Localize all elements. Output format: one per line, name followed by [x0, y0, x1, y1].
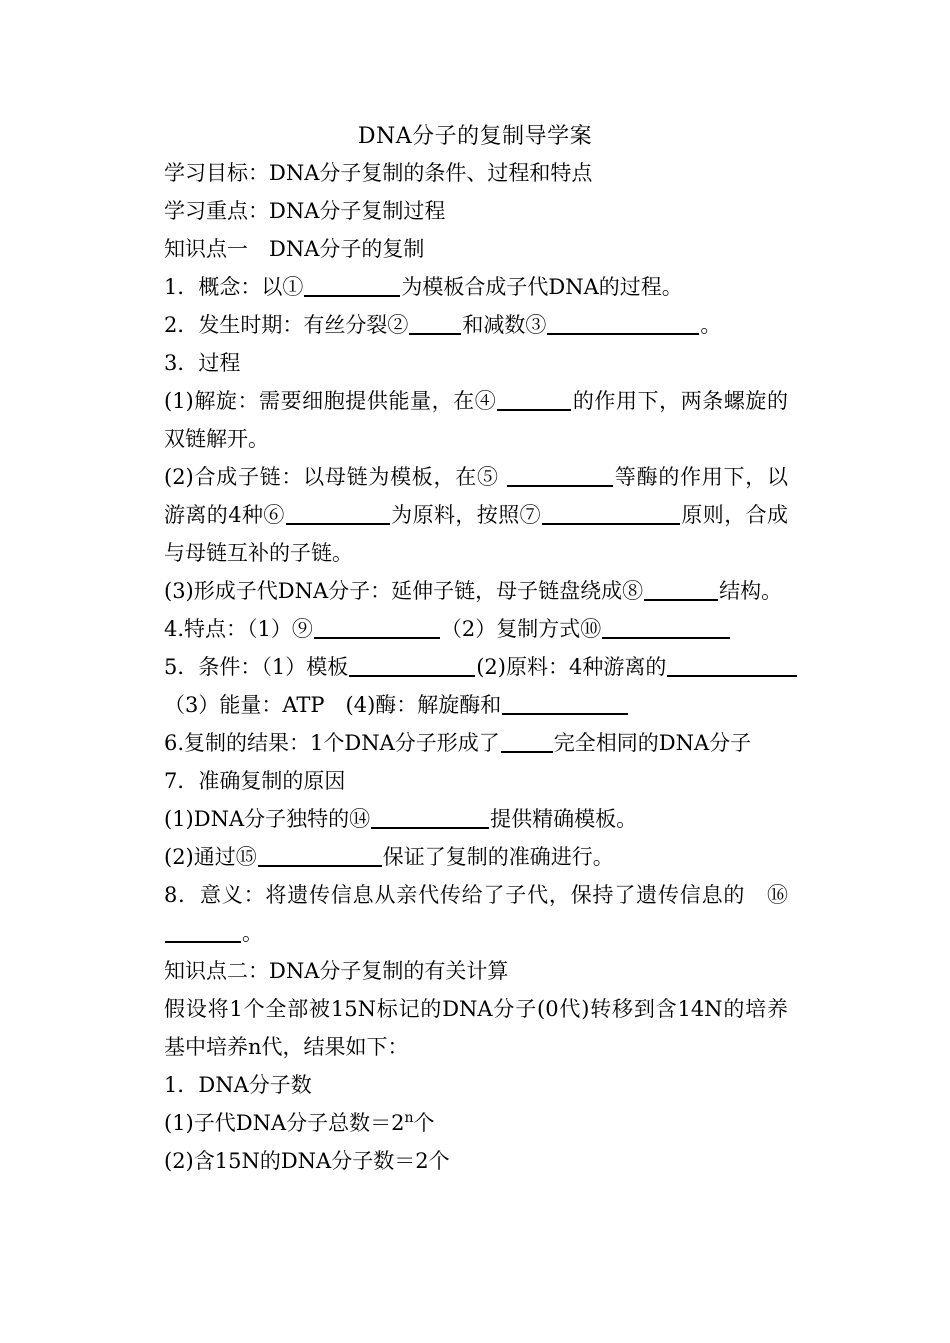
blank-13[interactable] — [502, 691, 628, 715]
item-period: 2．发生时期：有丝分裂② 和减数③ 。 — [164, 313, 722, 337]
blank-8[interactable] — [644, 577, 718, 601]
calc-item-1-1: (1)子代DNA分子总数$=2^n$个 — [164, 1110, 435, 1135]
blank-4[interactable] — [497, 387, 571, 411]
calc-item-1: 1．DNA分子数 — [164, 1073, 312, 1097]
learning-goal: 学习目标：DNA分子复制的条件、过程和特点 — [164, 161, 593, 185]
item-accuracy: 7．准确复制的原因 — [164, 769, 346, 793]
calc-assumption: 假设将1个全部被15N标记的DNA分子(0代)转移到含14N的培养基中培养n代，结果如下： — [164, 997, 788, 1059]
blank-12[interactable] — [667, 653, 797, 677]
blank-6[interactable] — [286, 501, 390, 525]
item-conditions-cont: （3）能量：ATP (4)酶：解旋酶和 — [164, 686, 788, 724]
document-body — [164, 154, 788, 1180]
blank-3[interactable] — [547, 311, 699, 335]
blank-9[interactable] — [314, 615, 440, 639]
item-significance: 8．意义：将遗传信息从亲代传给了子代，保持了遗传信息的 ⑯。 — [164, 883, 788, 945]
item-unwinding: (1)解旋：需要细胞提供能量，在④ 的作用下，两条螺旋的双链解开。 — [164, 389, 788, 451]
item-accuracy-1: (1)DNA分子独特的⑭ 提供精确模板。 — [164, 807, 638, 831]
section-heading-2: 知识点二：DNA分子复制的有关计算 — [164, 959, 509, 983]
document-title: DNA分子的复制导学案 — [357, 124, 593, 149]
item-process: 3．过程 — [164, 351, 241, 375]
item-conditions: 5．条件：（1）模板 (2)原料：4种游离的 — [164, 648, 788, 686]
item-formation: (3)形成子代DNA分子：延伸子链，母子链盘绕成⑧ 结构。 — [164, 579, 783, 603]
item-concept: 1．概念：以① 为模板合成子代DNA的过程。 — [164, 275, 683, 299]
blank-10[interactable] — [602, 615, 730, 639]
blank-16[interactable] — [165, 919, 241, 943]
calc-item-1-2: (2)含15N的DNA分子数＝2个 — [164, 1149, 450, 1173]
section-heading-1: 知识点一 DNA分子的复制 — [164, 237, 425, 261]
item-result: 6.复制的结果：1个DNA分子形成了 完全相同的DNA分子 — [164, 731, 752, 755]
blank-14[interactable] — [371, 805, 489, 829]
blank-5[interactable] — [507, 463, 613, 487]
blank-result[interactable] — [501, 729, 553, 753]
item-features: 4.特点：（1）⑨ （2）复制方式⑩ — [164, 610, 788, 648]
learning-focus: 学习重点：DNA分子复制过程 — [164, 199, 446, 223]
blank-2[interactable] — [409, 311, 461, 335]
blank-11[interactable] — [349, 653, 475, 677]
item-accuracy-2: (2)通过⑮ 保证了复制的准确进行。 — [164, 845, 614, 869]
blank-1[interactable] — [304, 273, 400, 297]
blank-15[interactable] — [258, 843, 382, 867]
blank-7[interactable] — [542, 501, 680, 525]
item-synthesis: (2)合成子链：以母链为模板，在⑤ 等酶的作用下，以游离的4种⑥ 为原料，按照⑦ 原则，合成与母链互补的子链。 — [164, 465, 789, 565]
